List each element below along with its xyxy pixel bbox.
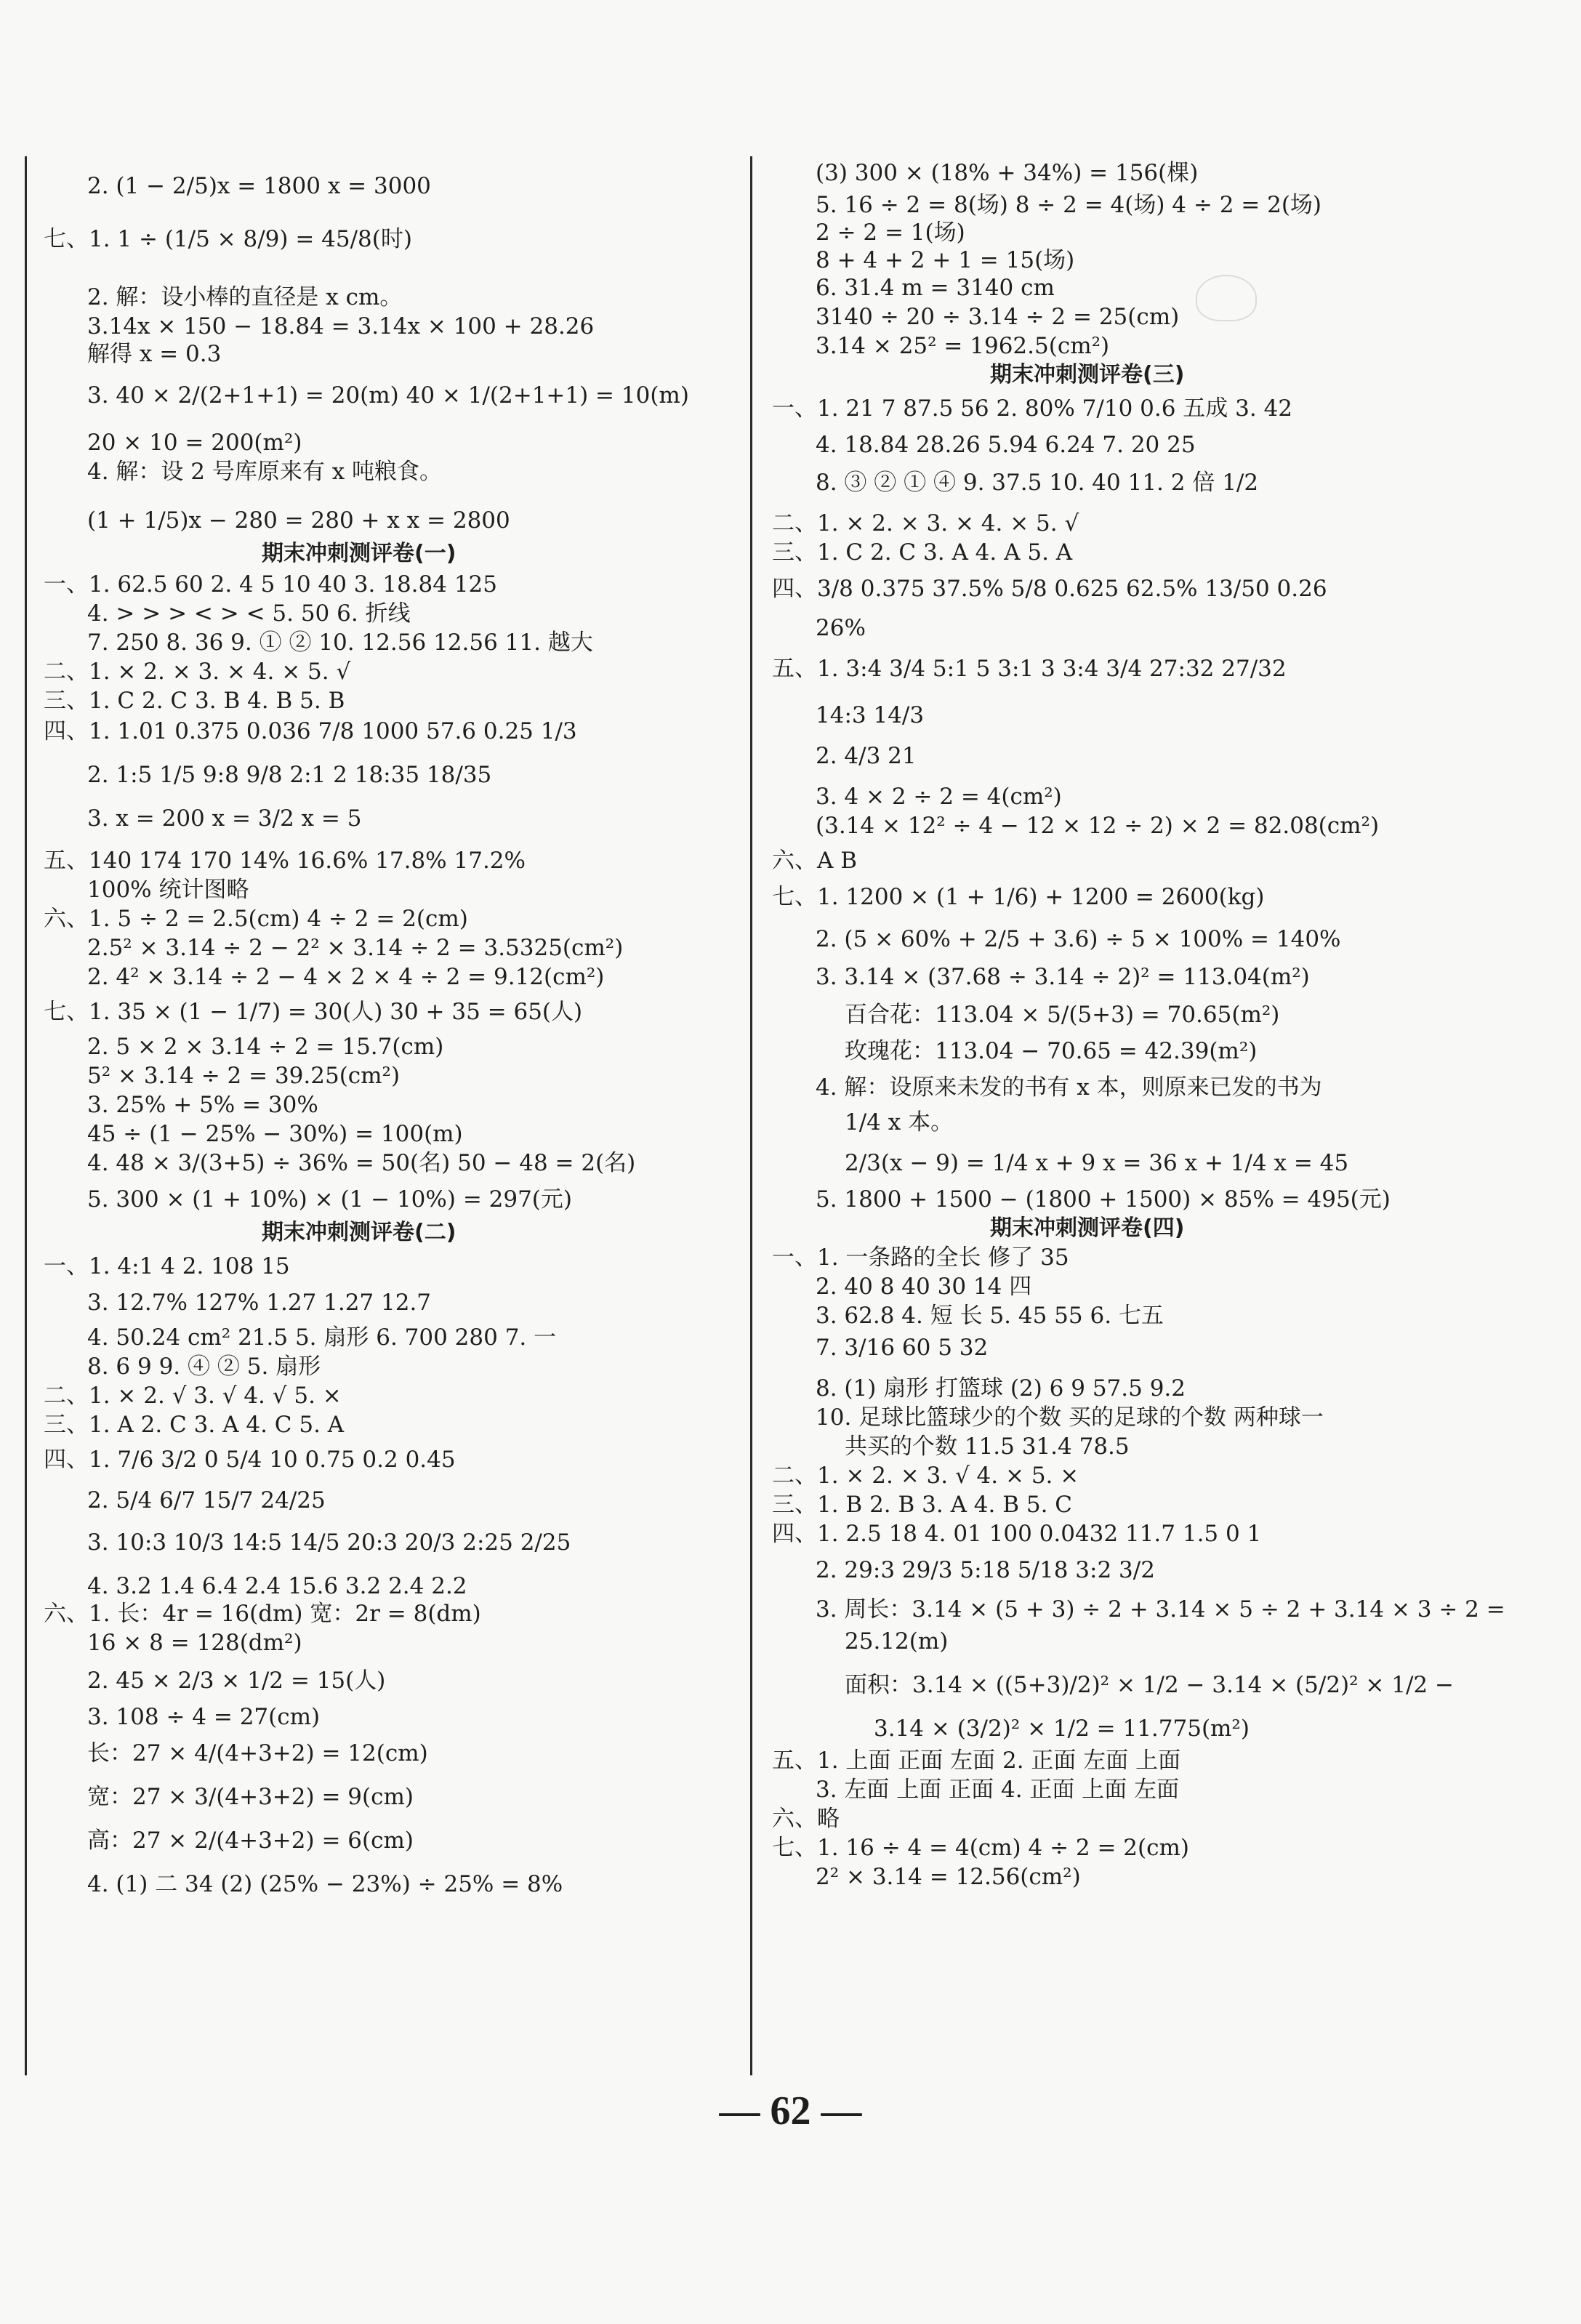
answer-line: 3140 ÷ 20 ÷ 3.14 ÷ 2 = 25(cm) <box>816 304 1180 330</box>
answer-line: 5. 16 ÷ 2 = 8(场) 8 ÷ 2 = 4(场) 4 ÷ 2 = 2(场) <box>816 192 1322 218</box>
answer-line: 7. 3/16 60 5 32 <box>816 1335 989 1361</box>
answer-line: 二、1. × 2. √ 3. √ 4. √ 5. × <box>44 1383 342 1409</box>
answer-line: 3. 左面 上面 正面 4. 正面 上面 左面 <box>816 1777 1180 1803</box>
answer-line: (1 + 1/5)x − 280 = 280 + x x = 2800 <box>87 507 510 534</box>
answer-line: 六、1. 长：4r = 16(dm) 宽：2r = 8(dm) <box>44 1601 481 1627</box>
answer-line: 一、1. 21 7 87.5 56 2. 80% 7/10 0.6 五成 3. 42 <box>772 395 1293 422</box>
answer-line: 三、1. B 2. B 3. A 4. B 5. C <box>772 1492 1073 1518</box>
answer-line: 三、1. C 2. C 3. B 4. B 5. B <box>44 688 345 714</box>
answer-line: 一、1. 62.5 60 2. 4 5 10 40 3. 18.84 125 <box>44 571 497 598</box>
answer-line: 2. 5/4 6/7 15/7 24/25 <box>87 1487 326 1513</box>
answer-line: 4. (1) 二 34 (2) (25% − 23%) ÷ 25% = 8% <box>87 1871 563 1897</box>
answer-line: 二、1. × 2. × 3. √ 4. × 5. × <box>772 1463 1079 1489</box>
answer-line: 七、1. 1200 × (1 + 1/6) + 1200 = 2600(kg) <box>772 884 1265 910</box>
answer-line: 4. 50.24 cm² 21.5 5. 扇形 6. 700 280 7. 一 <box>87 1324 557 1351</box>
answer-line: 2. 1:5 1/5 9:8 9/8 2:1 2 18:35 18/35 <box>87 762 492 788</box>
answer-line: 一、1. 4:1 4 2. 108 15 <box>44 1253 290 1279</box>
answer-line: 3. x = 200 x = 3/2 x = 5 <box>87 805 362 832</box>
answer-line: 七、1. 1 ÷ (1/5 × 8/9) = 45/8(时) <box>44 226 412 252</box>
answer-line: 玫瑰花：113.04 − 70.65 = 42.39(m²) <box>845 1038 1258 1064</box>
answer-line: 六、略 <box>772 1806 840 1832</box>
answer-line: 3. 40 × 2/(2+1+1) = 20(m) 40 × 1/(2+1+1) = 10(m) <box>87 382 689 409</box>
answer-line: 2/3(x − 9) = 1/4 x + 9 x = 36 x + 1/4 x = 45 <box>845 1150 1349 1176</box>
answer-line: 2. 4/3 21 <box>816 743 917 769</box>
answer-line: 3. 3.14 × (37.68 ÷ 3.14 ÷ 2)² = 113.04(m²) <box>816 964 1310 990</box>
answer-line: 2. (5 × 60% + 2/5 + 3.6) ÷ 5 × 100% = 140% <box>816 926 1341 952</box>
answer-line: 7. 250 8. 36 9. ① ② 10. 12.56 12.56 11. 越大 <box>87 630 593 656</box>
answer-line: 3.14x × 150 − 18.84 = 3.14x × 100 + 28.26 <box>87 313 595 339</box>
answer-line: 3.14 × 25² = 1962.5(cm²) <box>816 333 1110 359</box>
answer-line: 七、1. 16 ÷ 4 = 4(cm) 4 ÷ 2 = 2(cm) <box>772 1835 1189 1861</box>
answer-line: 5² × 3.14 ÷ 2 = 39.25(cm²) <box>87 1063 401 1089</box>
answer-line: 3.14 × (3/2)² × 1/2 = 11.775(m²) <box>874 1716 1250 1742</box>
section-title: 期末冲刺测评卷(一) <box>262 541 456 566</box>
answer-line: 4. 解：设 2 号库原来有 x 吨粮食。 <box>87 459 443 485</box>
answer-line: 共买的个数 11.5 31.4 78.5 <box>845 1434 1130 1460</box>
answer-line: 2. 4² × 3.14 ÷ 2 − 4 × 2 × 4 ÷ 2 = 9.12(cm²) <box>87 964 605 990</box>
answer-line: 14:3 14/3 <box>816 702 925 728</box>
answer-line: 4. 48 × 3/(3+5) ÷ 36% = 50(名) 50 − 48 = 2(名) <box>87 1150 636 1176</box>
answer-line: 一、1. 一条路的全长 修了 35 <box>772 1245 1069 1271</box>
answer-line: 3. 62.8 4. 短 长 5. 45 55 6. 七五 <box>816 1303 1164 1329</box>
column-divider <box>750 156 752 2075</box>
answer-line: 四、3/8 0.375 37.5% 5/8 0.625 62.5% 13/50 0.26 <box>772 576 1327 602</box>
answer-line: 六、1. 5 ÷ 2 = 2.5(cm) 4 ÷ 2 = 2(cm) <box>44 906 468 932</box>
answer-line: (3) 300 × (18% + 34%) = 156(棵) <box>816 160 1199 186</box>
answer-line: 百合花：113.04 × 5/(5+3) = 70.65(m²) <box>845 1002 1280 1028</box>
answer-line: 20 × 10 = 200(m²) <box>87 430 302 456</box>
answer-line: 3. 周长：3.14 × (5 + 3) ÷ 2 + 3.14 × 5 ÷ 2 + 3.14 × 3 ÷ 2 = <box>816 1596 1505 1623</box>
answer-line: 长：27 × 4/(4+3+2) = 12(cm) <box>87 1740 428 1766</box>
answer-line: 3. 108 ÷ 4 = 27(cm) <box>87 1704 321 1730</box>
left-margin-rule <box>25 156 27 2075</box>
answer-line: 2.5² × 3.14 ÷ 2 − 2² × 3.14 ÷ 2 = 3.5325(cm²) <box>87 935 624 961</box>
answer-line: 3. 25% + 5% = 30% <box>87 1092 318 1118</box>
answer-line: 4. 18.84 28.26 5.94 6.24 7. 20 25 <box>816 432 1196 458</box>
answer-line: 二、1. × 2. × 3. × 4. × 5. √ <box>772 510 1079 536</box>
answer-line: 1/4 x 本。 <box>845 1109 954 1135</box>
answer-line: 3. 10:3 10/3 14:5 14/5 20:3 20/3 2:25 2/25 <box>87 1529 571 1556</box>
answer-line: 高：27 × 2/(4+3+2) = 6(cm) <box>87 1828 414 1854</box>
answer-line: 5. 1800 + 1500 − (1800 + 1500) × 85% = 495(元) <box>816 1186 1391 1213</box>
answer-line: 五、140 174 170 14% 16.6% 17.8% 17.2% <box>44 848 526 874</box>
answer-line: 4. 3.2 1.4 6.4 2.4 15.6 3.2 2.4 2.2 <box>87 1573 467 1599</box>
answer-line: 10. 足球比篮球少的个数 买的足球的个数 两种球一 <box>816 1404 1324 1431</box>
answer-line: 8. (1) 扇形 打篮球 (2) 6 9 57.5 9.2 <box>816 1375 1186 1402</box>
answer-line: 2. 5 × 2 × 3.14 ÷ 2 = 15.7(cm) <box>87 1034 444 1060</box>
answer-line: (3.14 × 12² ÷ 4 − 12 × 12 ÷ 2) × 2 = 82.08(cm²) <box>816 813 1380 839</box>
answer-line: 2. 45 × 2/3 × 1/2 = 15(人) <box>87 1668 386 1694</box>
answer-line: 二、1. × 2. × 3. × 4. × 5. √ <box>44 659 351 685</box>
answer-line: 100% 统计图略 <box>87 877 249 903</box>
answer-line: 26% <box>816 615 866 641</box>
answer-line: 8. ③ ② ① ④ 9. 37.5 10. 40 11. 2 倍 1/2 <box>816 470 1259 496</box>
answer-line: 8. 6 9 9. ④ ② 5. 扇形 <box>87 1354 321 1380</box>
answer-line: 2 ÷ 2 = 1(场) <box>816 220 965 246</box>
answer-line: 解得 x = 0.3 <box>87 341 222 367</box>
answer-line: 3. 4 × 2 ÷ 2 = 4(cm²) <box>816 784 1062 810</box>
answer-line: 三、1. C 2. C 3. A 4. A 5. A <box>772 539 1073 566</box>
answer-line: 四、1. 1.01 0.375 0.036 7/8 1000 57.6 0.25 1/3 <box>44 718 577 744</box>
answer-line: 2. (1 − 2/5)x = 1800 x = 3000 <box>87 173 431 199</box>
answer-line: 五、1. 3:4 3/4 5:1 5 3:1 3 3:4 3/4 27:32 27/32 <box>772 656 1287 682</box>
answer-line: 4. 解：设原来未发的书有 x 本，则原来已发的书为 <box>816 1074 1322 1101</box>
watermark-stamp <box>1196 275 1257 321</box>
section-title: 期末冲刺测评卷(四) <box>990 1215 1185 1241</box>
answer-line: 2. 29:3 29/3 5:18 5/18 3:2 3/2 <box>816 1557 1155 1583</box>
answer-line: 3. 12.7% 127% 1.27 1.27 12.7 <box>87 1290 432 1316</box>
answer-line: 16 × 8 = 128(dm²) <box>87 1630 302 1656</box>
answer-line: 2² × 3.14 = 12.56(cm²) <box>816 1864 1081 1890</box>
section-title: 期末冲刺测评卷(二) <box>262 1220 456 1245</box>
section-title: 期末冲刺测评卷(三) <box>990 362 1185 387</box>
answer-line: 面积：3.14 × ((5+3)/2)² × 1/2 − 3.14 × (5/2)² × 1/2 − <box>845 1672 1454 1698</box>
answer-line: 6. 31.4 m = 3140 cm <box>816 275 1055 301</box>
answer-line: 三、1. A 2. C 3. A 4. C 5. A <box>44 1412 345 1438</box>
answer-line: 宽：27 × 3/(4+3+2) = 9(cm) <box>87 1784 414 1810</box>
answer-line: 七、1. 35 × (1 − 1/7) = 30(人) 30 + 35 = 65(人) <box>44 999 583 1025</box>
answer-line: 5. 300 × (1 + 10%) × (1 − 10%) = 297(元) <box>87 1186 572 1213</box>
answer-line: 2. 40 8 40 30 14 四 <box>816 1274 1032 1300</box>
answer-line: 45 ÷ (1 − 25% − 30%) = 100(m) <box>87 1121 463 1147</box>
answer-line: 五、1. 上面 正面 左面 2. 正面 左面 上面 <box>772 1748 1181 1774</box>
page-number: — 62 — <box>719 2088 862 2134</box>
answer-line: 8 + 4 + 2 + 1 = 15(场) <box>816 247 1075 273</box>
answer-line: 六、A B <box>772 848 858 874</box>
answer-line: 4. > > > < > < 5. 50 6. 折线 <box>87 600 411 627</box>
answer-line: 2. 解：设小棒的直径是 x cm。 <box>87 284 403 310</box>
answer-line: 四、1. 7/6 3/2 0 5/4 10 0.75 0.2 0.45 <box>44 1447 456 1473</box>
answer-line: 四、1. 2.5 18 4. 01 100 0.0432 11.7 1.5 0 1 <box>772 1521 1262 1547</box>
answer-line: 25.12(m) <box>845 1628 949 1654</box>
